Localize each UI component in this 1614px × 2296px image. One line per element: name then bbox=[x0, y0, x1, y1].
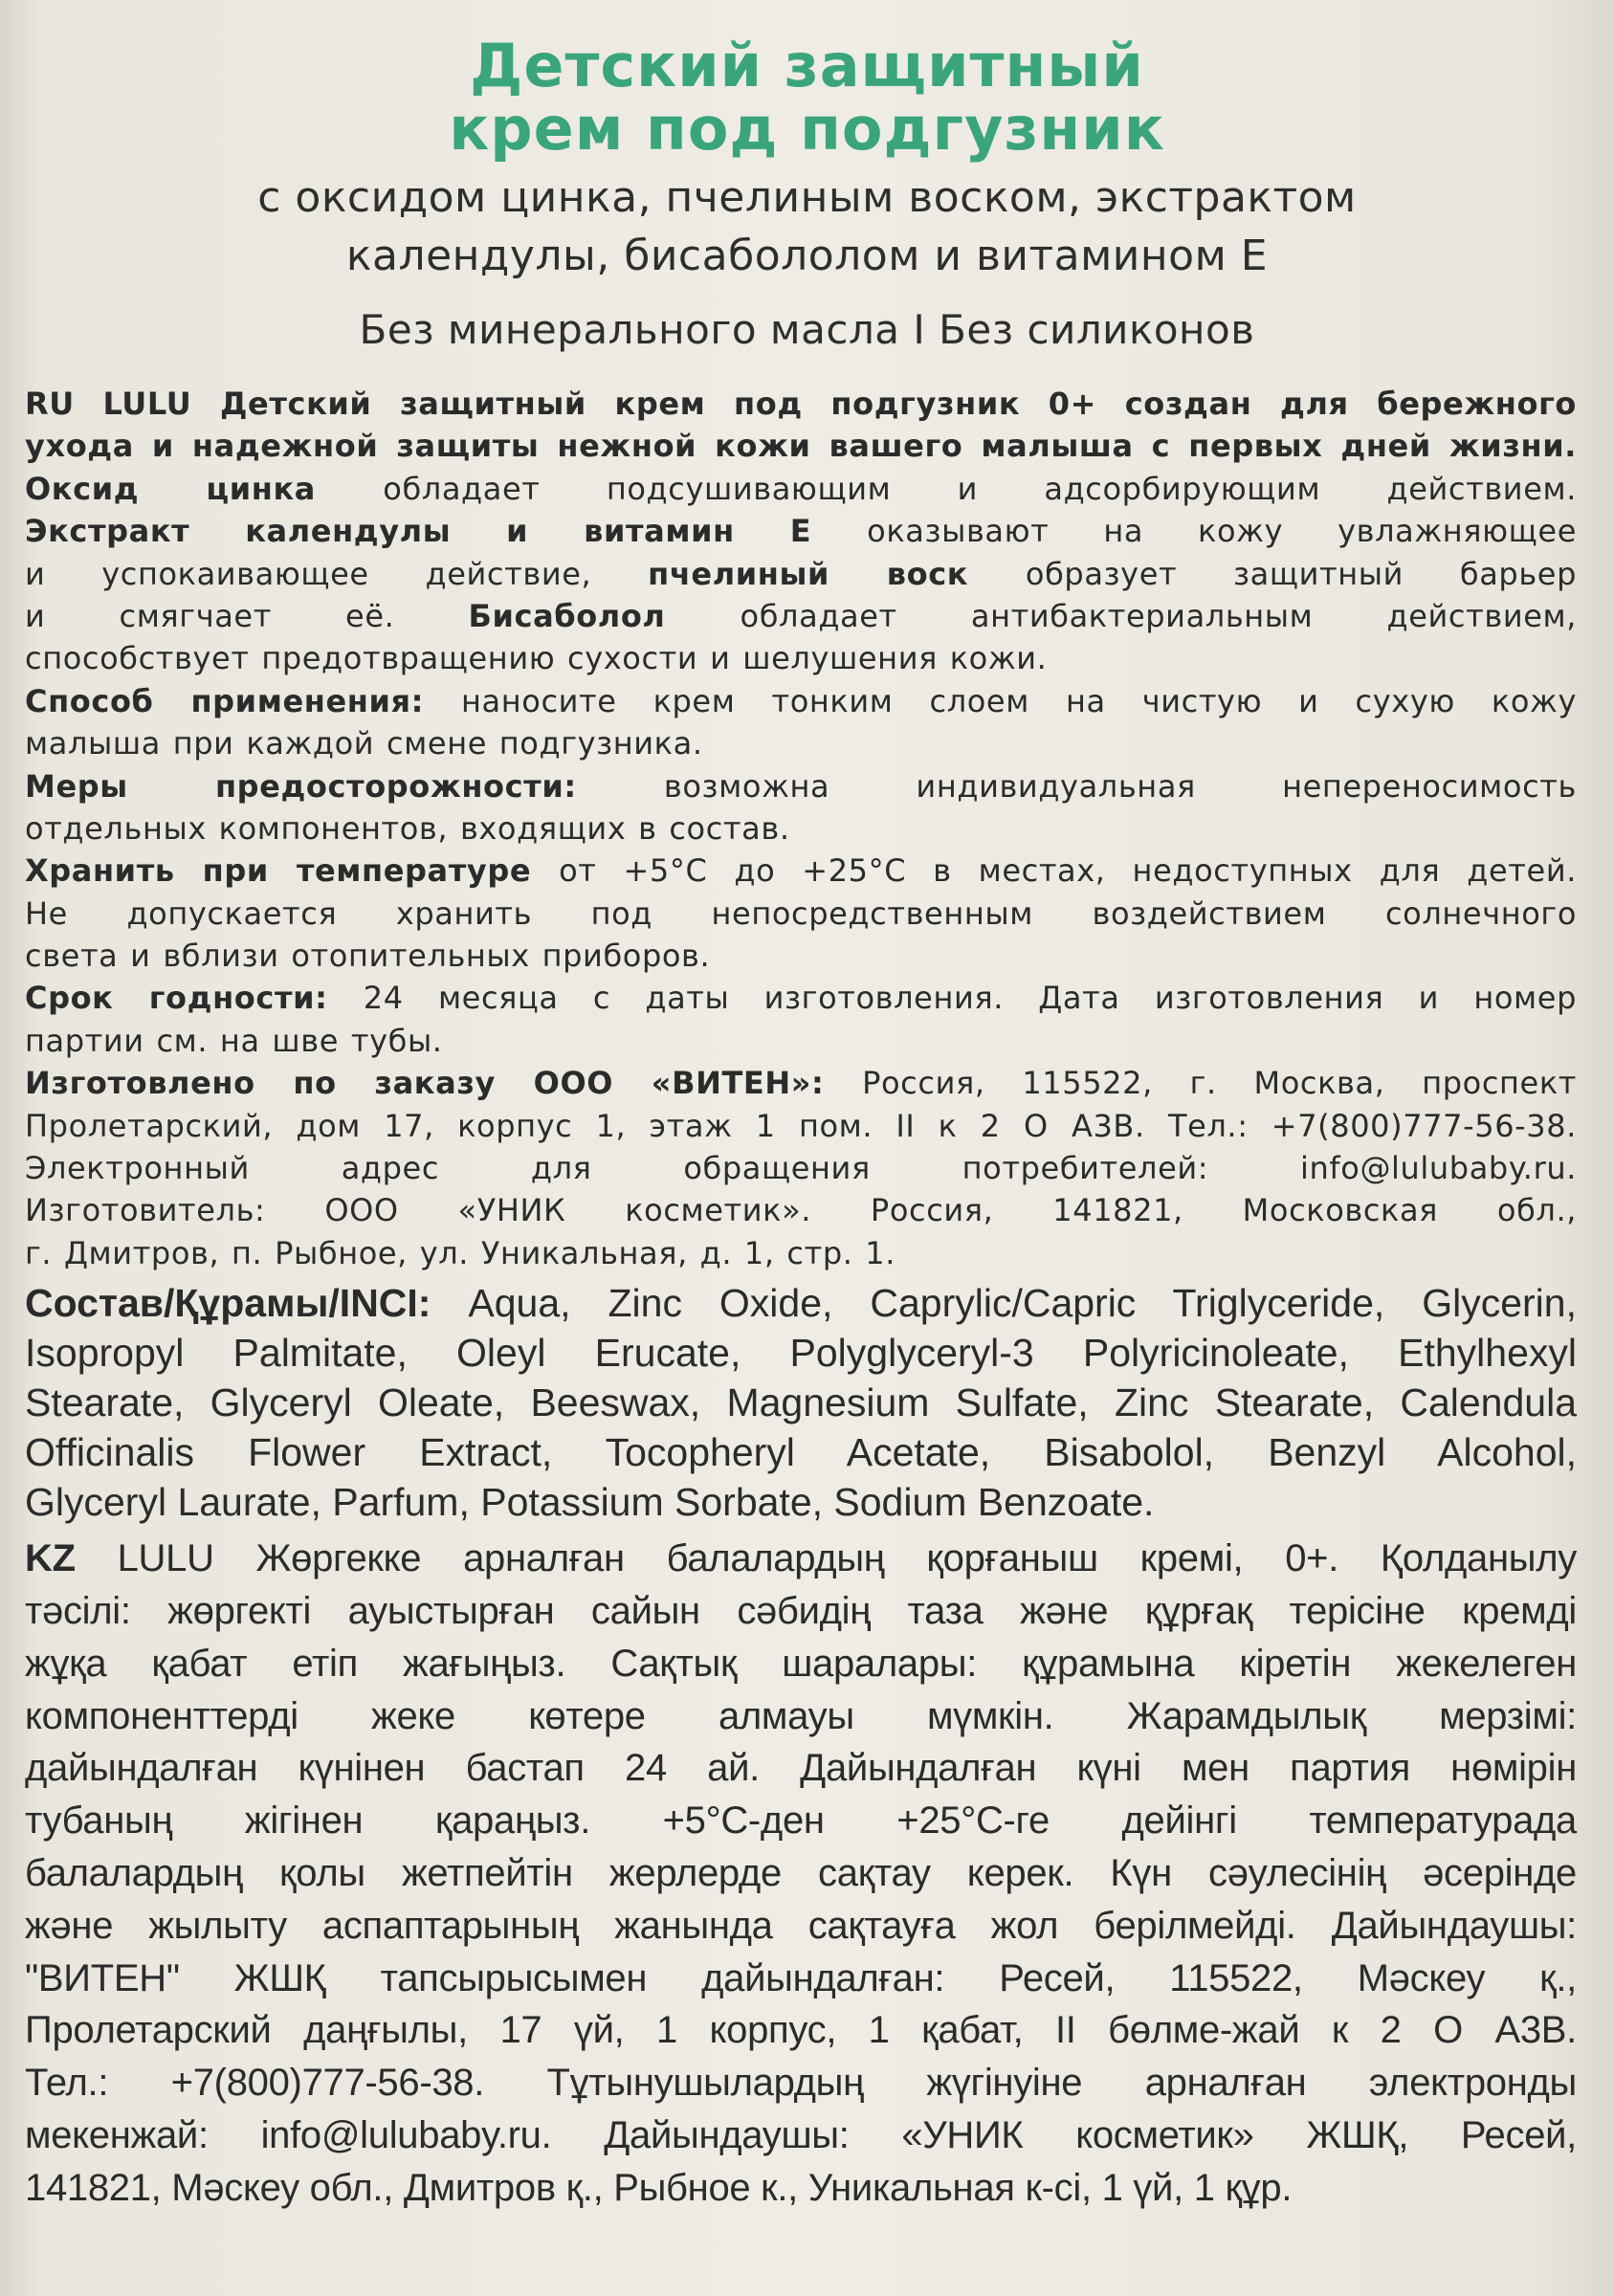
text-line bbox=[25, 1690, 1577, 1743]
text: Isopropyl Palmitate, Oleyl Erucate, Polyglyceryl-3 Polyricinoleate, Ethylhexyl bbox=[25, 1331, 1577, 1376]
text: оказывают на кожу увлажняющее bbox=[867, 513, 1577, 550]
text: света и вблизи отопительных приборов. bbox=[25, 938, 711, 975]
text: балалардың қолы жетпейтін жерлерде сақтау керек. Күн сәулесінің әсерінде bbox=[25, 1851, 1577, 1894]
text-line bbox=[25, 383, 1577, 425]
text: партии см. на шве тубы. bbox=[25, 1022, 443, 1059]
bold-text: Экстракт календулы и витамин Е bbox=[25, 513, 868, 550]
text-line bbox=[25, 977, 1577, 1019]
text: дайындалған күнінен бастап 24 ай. Дайындалған күні мен партия нөмірін bbox=[25, 1747, 1577, 1790]
text-line bbox=[25, 1105, 1577, 1147]
text-line bbox=[25, 1278, 1577, 1328]
section-kz bbox=[25, 1533, 1577, 2214]
text-line bbox=[25, 1378, 1577, 1427]
text-line bbox=[25, 1477, 1577, 1527]
text-line bbox=[25, 1742, 1577, 1795]
bold-text: Хранить при температуре bbox=[25, 852, 560, 890]
text: отдельных компонентов, входящих в состав. bbox=[25, 809, 790, 847]
text-line bbox=[25, 1062, 1577, 1104]
text: от +5°С до +25°С в местах, недоступных для детей. bbox=[559, 852, 1577, 890]
text-line bbox=[25, 425, 1577, 467]
text-line bbox=[25, 1638, 1577, 1690]
text-line bbox=[25, 2109, 1577, 2162]
text-line bbox=[25, 468, 1577, 510]
text: Тел.: +7(800)777-56-38. Тұтынушылардың жүгінуіне арналған электронды bbox=[25, 2062, 1577, 2105]
text-line bbox=[25, 1328, 1577, 1378]
bold-text: Оксид цинка bbox=[25, 470, 384, 507]
bold-text: пчелиный воск bbox=[648, 555, 1026, 592]
text-line bbox=[25, 1232, 1577, 1274]
claims-line: Без минерального масла I Без силиконов bbox=[359, 306, 1255, 353]
section-inci bbox=[25, 1278, 1577, 1527]
text: Изготовитель: ООО «УНИК косметик». Россия, 141821, Московская обл., bbox=[25, 1192, 1577, 1229]
text: Officinalis Flower Extract, Tocopheryl Acetate, Bisabolol, Benzyl Alcohol, bbox=[25, 1430, 1577, 1475]
bold-text: ухода и надежной защиты нежной кожи вашего малыша с первых дней жизни. bbox=[25, 428, 1577, 465]
text-line bbox=[25, 2004, 1577, 2057]
text-line bbox=[25, 1189, 1577, 1231]
text: Aqua, Zinc Oxide, Caprylic/Capric Triglyceride, Glycerin, bbox=[468, 1281, 1577, 1326]
text-line bbox=[25, 680, 1577, 722]
text-line bbox=[25, 1427, 1577, 1477]
text-line bbox=[25, 1585, 1577, 1638]
text: обладает антибактериальным действием, bbox=[740, 597, 1578, 634]
text-line bbox=[25, 850, 1577, 892]
text: 24 месяца с даты изготовления. Дата изготовления и номер bbox=[363, 980, 1577, 1017]
text-line bbox=[25, 510, 1577, 552]
bold-text: Способ применения: bbox=[25, 682, 462, 719]
text: Электронный адрес для обращения потребителей: info@lulubaby.ru. bbox=[25, 1150, 1577, 1187]
text: компоненттерді жеке көтере алмауы мүмкін. Жарамдылық мерзімі: bbox=[25, 1694, 1577, 1737]
text: тәсілі: жөргекті ауыстырған сайын сәбидің таза және құрғақ терісіне кремді bbox=[25, 1590, 1577, 1632]
text: Пролетарский, дом 17, корпус 1, этаж 1 пом. II к 2 О А3В. Тел.: +7(800)777-56-38. bbox=[25, 1107, 1577, 1144]
label-body-text bbox=[25, 383, 1577, 2215]
text-line bbox=[25, 1900, 1577, 1953]
product-title-line-2: крем под подгузник bbox=[449, 94, 1165, 164]
text-line bbox=[25, 935, 1577, 977]
text: образует защитный барьер bbox=[1025, 555, 1577, 592]
text: тубаның жігінен қараңыз. +5°С-ден +25°С-ге дейінгі температурада bbox=[25, 1799, 1577, 1843]
text-line bbox=[25, 765, 1577, 807]
bold-text: Бисаболол bbox=[468, 597, 741, 634]
text: и успокаивающее действие, bbox=[25, 555, 649, 592]
text: "ВИТЕН" ЖШҚ тапсырысымен дайындалған: Ресей, 115522, Мәскеу қ., bbox=[25, 1956, 1577, 1999]
text: наносите крем тонким слоем на чистую и сухую кожу bbox=[461, 682, 1577, 719]
text-line bbox=[25, 1147, 1577, 1189]
text: Stearate, Glyceryl Oleate, Beeswax, Magnesium Sulfate, Zinc Stearate, Calendula bbox=[25, 1380, 1577, 1425]
text: Glyceryl Laurate, Parfum, Potassium Sorbate, Sodium Benzoate. bbox=[25, 1480, 1155, 1525]
text: способствует предотвращению сухости и шелушения кожи. bbox=[25, 640, 1048, 677]
text-line bbox=[25, 1020, 1577, 1062]
text: обладает подсушивающим и адсорбирующим действием. bbox=[383, 470, 1577, 507]
text-line bbox=[25, 595, 1577, 637]
subtitle-line-2: календулы, бисабололом и витамином Е bbox=[345, 232, 1269, 280]
text: Россия, 115522, г. Москва, проспект bbox=[862, 1065, 1578, 1102]
text: г. Дмитров, п. Рыбное, ул. Уникальная, д. 1, стр. 1. bbox=[25, 1234, 896, 1271]
text: 141821, Мәскеу обл., Дмитров қ., Рыбное к., Уникальная к-сі, 1 үй, 1 құр. bbox=[25, 2166, 1293, 2209]
text-line bbox=[25, 637, 1577, 679]
text-line bbox=[25, 1847, 1577, 1900]
bold-text: Изготовлено по заказу ООО «ВИТЕН»: bbox=[25, 1065, 863, 1102]
text: мекенжай: info@lulubaby.ru. Дайындаушы: «УНИК косметик» ЖШҚ, Ресей, bbox=[25, 2113, 1577, 2156]
text-line bbox=[25, 2057, 1577, 2109]
bold-text: Состав/Құрамы/INCI: bbox=[25, 1281, 469, 1326]
text: жұқа қабат етіп жағыңыз. Сақтық шаралары: құрамына кіретін жекелеген bbox=[25, 1642, 1577, 1685]
text-line bbox=[25, 893, 1577, 935]
text: Не допускается хранить под непосредственным воздействием солнечного bbox=[25, 894, 1577, 932]
text: малыша при каждой смене подгузника. bbox=[25, 725, 703, 762]
product-title-line-1: Детский защитный bbox=[470, 31, 1144, 100]
text-line bbox=[25, 807, 1577, 850]
text: және жылыту аспаптарының жанында сақтауға жол берілмейді. Дайындаушы: bbox=[25, 1904, 1577, 1947]
bold-text: RU LULU Детский защитный крем под подгузник 0+ создан для бережного bbox=[25, 386, 1577, 422]
text-line bbox=[25, 722, 1577, 764]
text: возможна индивидуальная непереносимость bbox=[663, 767, 1577, 805]
bold-text: Срок годности: bbox=[25, 980, 364, 1017]
text: LULU Жөргекке арналған балалардың қорғаныш кремі, 0+. Қолданылу bbox=[117, 1537, 1577, 1580]
text-line bbox=[25, 553, 1577, 595]
text: и смягчает её. bbox=[25, 597, 469, 634]
text-line bbox=[25, 1953, 1577, 2005]
text-line bbox=[25, 1533, 1577, 1585]
text-line bbox=[25, 2162, 1577, 2215]
subtitle-line-1: с оксидом цинка, пчелиным воском, экстрактом bbox=[257, 173, 1357, 222]
bold-text: Меры предосторожности: bbox=[25, 767, 664, 805]
bold-text: KZ bbox=[25, 1537, 118, 1580]
text-line bbox=[25, 1795, 1577, 1847]
text: Пролетарский даңғылы, 17 үй, 1 корпус, 1 қабат, II бөлме-жай к 2 О А3В. bbox=[25, 2009, 1577, 2052]
section-ru bbox=[25, 383, 1577, 1274]
